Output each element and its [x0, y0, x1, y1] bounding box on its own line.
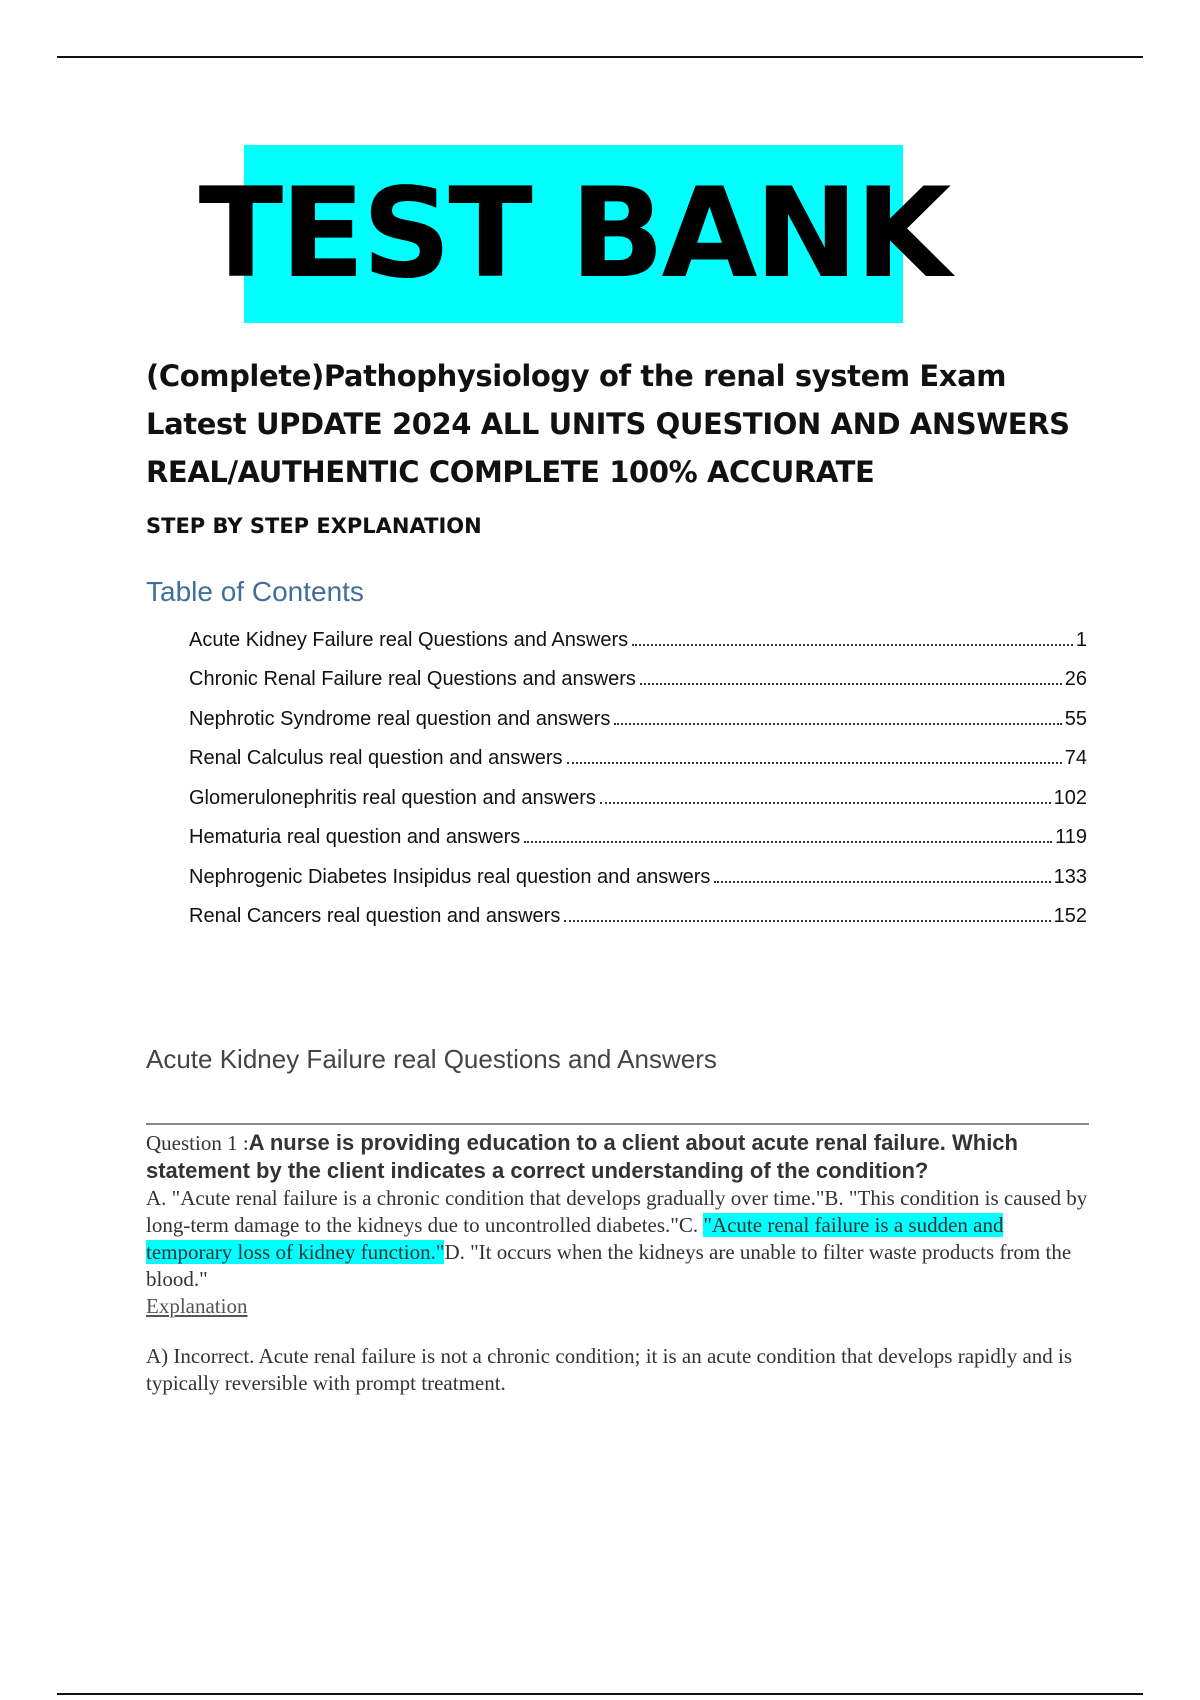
toc-leader-dots: [567, 761, 1062, 764]
explanation-option-a: A) Incorrect. Acute renal failure is not a chronic condition; it is an acute condition that develops rapidly and is typically reversible with prompt treatment.: [146, 1344, 1073, 1395]
table-of-contents: [189, 612, 1087, 928]
question-stem: [146, 1129, 1091, 1185]
toc-entry-title[interactable]: Nephrotic Syndrome real question and answers: [189, 707, 611, 730]
toc-entry-page: 26: [1064, 668, 1087, 690]
section-divider: [146, 1123, 1089, 1125]
toc-entry[interactable]: [189, 849, 1087, 889]
toc-entry-title[interactable]: Acute Kidney Failure real Questions and Answers: [189, 628, 629, 651]
toc-leader-dots: [564, 919, 1050, 922]
toc-entry-page: 55: [1064, 707, 1087, 730]
toc-entry[interactable]: [189, 810, 1087, 850]
toc-entry-title[interactable]: Nephrogenic Diabetes Insipidus real question and answers: [189, 865, 711, 888]
document-subtitle: STEP BY STEP EXPLANATION: [146, 514, 482, 538]
toc-entry[interactable]: [189, 731, 1087, 771]
toc-leader-dots: [600, 801, 1051, 804]
toc-entry-page: 152: [1053, 905, 1087, 927]
bottom-rule: [57, 1693, 1143, 1695]
options-after-highlight: D. "It occurs when the kidneys are unable to filter waste products from the blood.": [146, 1240, 1072, 1291]
toc-leader-dots: [614, 722, 1061, 725]
explanation-link[interactable]: Explanation: [146, 1294, 248, 1318]
toc-entry-title[interactable]: Glomerulonephritis real question and answers: [189, 786, 596, 809]
toc-entry-page: 1: [1075, 628, 1087, 651]
highlighted-correct-option: "Acute renal failure is a sudden and temporary loss of kidney function.": [146, 1213, 1004, 1264]
toc-entry-title[interactable]: Hematuria real question and answers: [189, 826, 521, 848]
toc-entry-page: 74: [1064, 747, 1087, 769]
answer-options: [146, 1185, 1091, 1293]
toc-entry[interactable]: [189, 612, 1087, 652]
toc-entry-title[interactable]: Renal Cancers real question and answers: [189, 905, 561, 927]
question-number: Question 1 :: [146, 1131, 249, 1155]
toc-entry-page: 133: [1053, 865, 1087, 888]
question-text: A nurse is providing education to a client about acute renal failure. Which statement by the client indicates a correct understanding of the condition?: [146, 1130, 1018, 1183]
question-block: [146, 1129, 1091, 1320]
toc-entry[interactable]: [189, 770, 1087, 810]
toc-leader-dots: [714, 880, 1050, 883]
toc-entry-title[interactable]: Chronic Renal Failure real Questions and answers: [189, 668, 636, 690]
toc-leader-dots: [524, 840, 1052, 843]
test-bank-banner: TEST BANK: [244, 145, 903, 323]
toc-entry-page: 102: [1053, 786, 1087, 809]
toc-entry[interactable]: [189, 691, 1087, 731]
document-title: (Complete)Pathophysiology of the renal system Exam Latest UPDATE 2024 ALL UNITS QUESTION AND ANSWERS REAL/AUTHENTIC COMPLETE 100% ACCURATE: [146, 359, 1070, 489]
toc-entry[interactable]: [189, 652, 1087, 692]
toc-entry-page: 119: [1055, 826, 1087, 848]
options-before-highlight: A. "Acute renal failure is a chronic condition that develops gradually over time."B. "This condition is caused by long-term damage to the kidneys due to uncontrolled diabetes."C.: [146, 1186, 1088, 1237]
toc-heading: Table of Contents: [146, 576, 364, 607]
toc-entry[interactable]: [189, 889, 1087, 929]
toc-leader-dots: [632, 643, 1073, 646]
section-heading: Acute Kidney Failure real Questions and Answers: [146, 1044, 717, 1074]
toc-entry-title[interactable]: Renal Calculus real question and answers: [189, 747, 563, 769]
toc-leader-dots: [640, 682, 1062, 685]
top-rule: [57, 56, 1143, 58]
